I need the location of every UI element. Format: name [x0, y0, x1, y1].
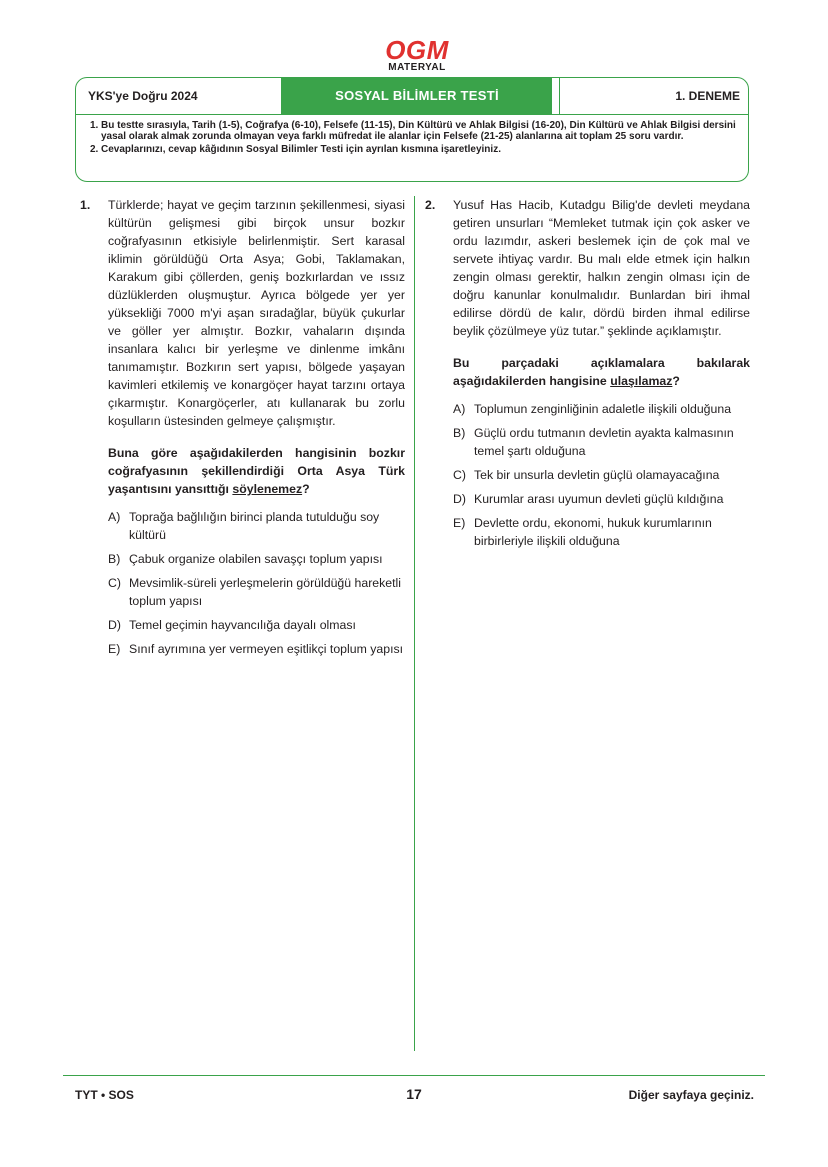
option-a[interactable] [453, 400, 750, 418]
question-passage: Türklerde; hayat ve geçim tarzının şekillenmesi, siyasi kültürün gelişmesi gibi birçok unsur bozkır coğrafyasının etkisiyle belirlenmiştir. Sert karasal iklimin görüldüğü Orta Asya; Gobi, Taklamakan, Karakum gibi çöllerden, geniş bozkırlardan ve ıssız düzlüklerden oluşmuştur. Ayrıca bölgede yer yer yüksekliği 7000 m'yi aşan sıradağlar, büyük çukurlar ve göller yer almıştır. Bozkır, vahaların dışında insanlara kalıcı bir yerleşme ve dinlenme imkânı tanımamıştır. Bozkırın sert yapısı, bölgede yaşayan kavimleri etkilemiş ve konargöçer hayat tarzını ortaya çıkarmıştır. Konargöçerler, atı kullanarak bu zorlu koşulların üstesinden gelmeye çalışmıştır. [108, 198, 405, 428]
question-stem [108, 444, 405, 498]
option-text: Toprağa bağlılığın birinci planda tutulduğu soy kültürü [129, 510, 380, 542]
option-text: Kurumlar arası uyumun devleti güçlü kıldığına [474, 492, 724, 506]
instruction-text: Cevaplarınızı, cevap kâğıdının Sosyal Bilimler Testi için ayrılan kısmına işaretleyiniz. [101, 144, 501, 155]
option-c[interactable] [108, 574, 405, 610]
footer-divider [63, 1075, 765, 1076]
instructions [90, 120, 742, 157]
option-letter: D) [108, 618, 121, 632]
option-d[interactable] [108, 616, 405, 634]
option-text: Güçlü ordu tutmanın devletin ayakta kalmasının temel şartı olduğuna [474, 426, 734, 458]
test-title: SOSYAL BİLİMLER TESTİ [282, 78, 552, 114]
option-letter: E) [108, 642, 121, 656]
logo-sub-text: MATERYAL [388, 62, 446, 73]
option-letter: A) [108, 510, 121, 524]
option-b[interactable] [108, 550, 405, 568]
question-2 [425, 196, 750, 556]
question-passage: Yusuf Has Hacib, Kutadgu Bilig'de devleti meydana getiren unsurları “Memleket tutmak için çok asker ve ordu lazımdır, askeri beslemek için de çok mal ve servete ihtiyaç vardır. Bu malı elde etmek için halkın zengin olması gerektir, halkın zengin olması için de doğru kanunlar konulmalıdır. Bunlardan biri ihmal edilirse dördü de kalır, dördü birden ihmal edilirse beylik çözülmeye yüz tutar.” şeklinde açıklamıştır. [453, 198, 750, 338]
option-letter: D) [453, 492, 466, 506]
option-text: Mevsimlik-süreli yerleşmelerin görüldüğü hareketli toplum yapısı [129, 576, 401, 608]
question-number: 2. [425, 198, 436, 212]
exam-number-label: 1. DENEME [559, 78, 748, 114]
question-stem [453, 354, 750, 390]
option-a[interactable] [108, 508, 405, 544]
logo-main-text: OGM [385, 35, 449, 65]
instruction-number: 2. [90, 144, 99, 155]
option-letter: B) [108, 552, 121, 566]
footer-test-code: TYT • SOS [75, 1088, 134, 1102]
option-letter: C) [108, 576, 121, 590]
option-letter: B) [453, 426, 466, 440]
option-text: Toplumun zenginliğinin adaletle ilişkili olduğuna [474, 402, 732, 416]
header-title-row [76, 78, 748, 114]
option-text: Devlette ordu, ekonomi, hukuk kurumlarının birbirleriyle ilişkili olduğuna [474, 516, 712, 548]
option-e[interactable] [108, 640, 405, 658]
question-stem-emphasis: ulaşılamaz [610, 374, 673, 388]
option-text: Sınıf ayrımına yer vermeyen eşitlikçi toplum yapısı [129, 642, 404, 656]
instruction-item [90, 120, 742, 142]
question-stem-text: Bu parçadaki açıklamalara bakılarak aşağıdakilerden hangisine [453, 356, 750, 388]
option-e[interactable] [453, 514, 750, 550]
question-stem-text: Buna göre aşağıdakilerden hangisinin bozkır coğrafyasının şekillendirdiği Orta Asya Türk yaşantısını yansıttığı [108, 446, 405, 496]
option-text: Çabuk organize olabilen savaşçı toplum yapısı [129, 552, 383, 566]
option-letter: E) [453, 516, 466, 530]
instruction-item [90, 144, 742, 155]
answer-options [453, 400, 750, 550]
question-body [108, 196, 405, 658]
option-b[interactable] [453, 424, 750, 460]
question-stem-end: ? [302, 482, 310, 496]
exam-series-label: YKS'ye Doğru 2024 [76, 78, 282, 114]
question-stem-end: ? [672, 374, 680, 388]
instruction-number: 1. [90, 120, 99, 131]
question-1 [80, 196, 405, 664]
question-number: 1. [80, 198, 91, 212]
option-c[interactable] [453, 466, 750, 484]
question-body [453, 196, 750, 550]
option-letter: A) [453, 402, 466, 416]
page-number: 17 [406, 1086, 422, 1102]
publisher-logo [372, 35, 462, 73]
header-divider [76, 114, 748, 115]
option-d[interactable] [453, 490, 750, 508]
footer-next-page-note: Diğer sayfaya geçiniz. [628, 1088, 754, 1102]
option-letter: C) [453, 468, 466, 482]
test-header [75, 77, 749, 182]
column-divider [414, 196, 415, 1051]
question-stem-emphasis: söylenemez [232, 482, 303, 496]
option-text: Temel geçimin hayvancılığa dayalı olması [129, 618, 356, 632]
option-text: Tek bir unsurla devletin güçlü olamayacağına [474, 468, 720, 482]
answer-options [108, 508, 405, 658]
instruction-text: Bu testte sırasıyla, Tarih (1-5), Coğrafya (6-10), Felsefe (11-15), Din Kültürü ve Ahlak Bilgisi (16-20), Din Kültürü ve Ahlak Bilgisi dersini yasal olarak almak zorunda olmayan veya farklı müfredat ile alanlar için Felsefe (21-25) alanlarına ait toplam 25 soru vardır. [101, 120, 736, 142]
